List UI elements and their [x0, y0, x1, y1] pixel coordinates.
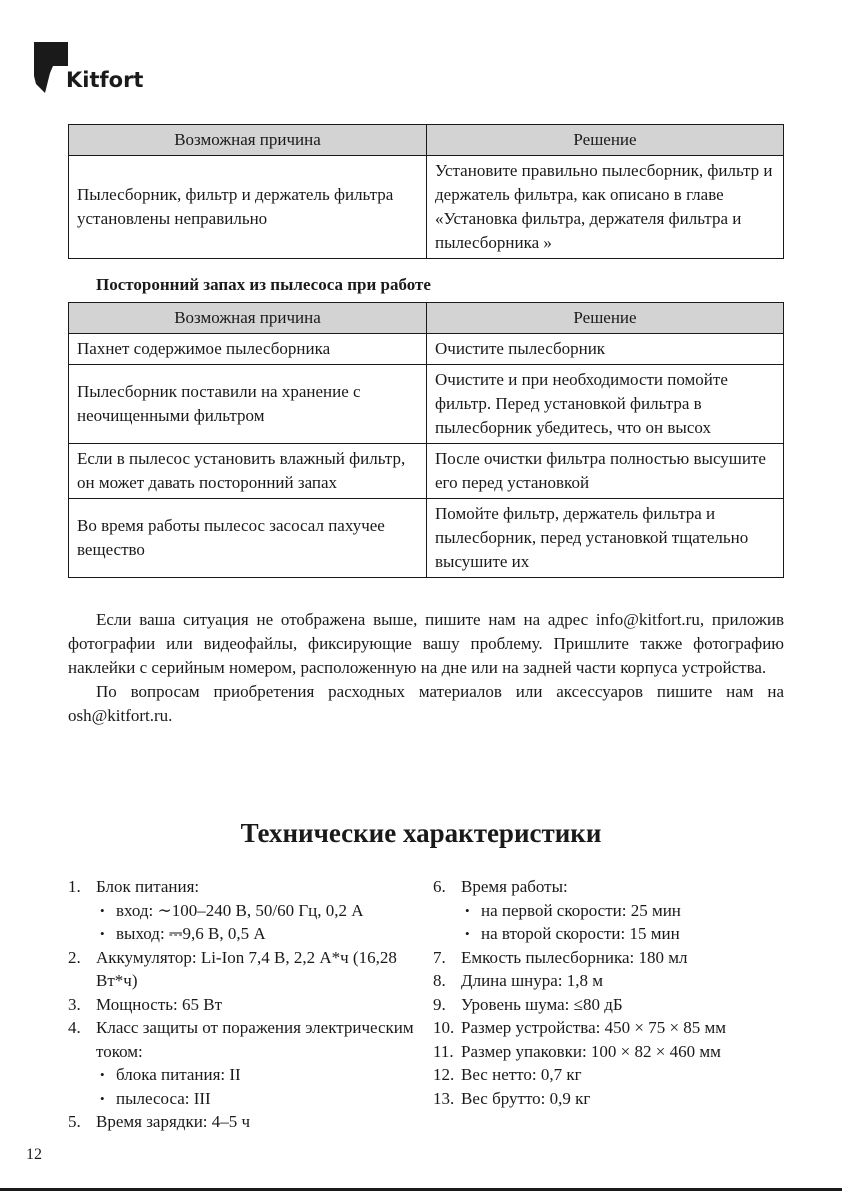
spec-bullet-text: вход: ∼100–240 В, 50/60 Гц, 0,2 А	[116, 900, 364, 920]
cause-cell: Во время работы пылесос засосал пахучее вещество	[69, 499, 427, 578]
cause-cell: Пахнет содержимое пылесборника	[69, 334, 427, 365]
solution-cell: После очистки фильтра полностью высушите его перед установкой	[427, 444, 784, 499]
spec-text: Размер устройства: 450 × 75 × 85 мм	[461, 1018, 727, 1037]
specs-list-left	[68, 875, 428, 1134]
spec-item	[68, 946, 428, 993]
spec-text: Аккумулятор: Li-Ion 7,4 В, 2,2 А*ч (16,28 Вт*ч)	[96, 947, 397, 990]
page-number: 12	[26, 1146, 42, 1163]
spec-text: Вес нетто: 0,7 кг	[461, 1065, 582, 1084]
spec-item	[433, 1087, 793, 1111]
troubleshooting-table-1	[68, 124, 784, 259]
spec-number: 5.	[68, 1112, 81, 1131]
spec-bullet-text: на второй скорости: 15 мин	[481, 924, 680, 943]
spec-bullet	[433, 899, 793, 923]
specs-title: Технические характеристики	[240, 818, 602, 848]
spec-text: Время работы:	[461, 877, 568, 896]
spec-item	[433, 875, 793, 899]
spec-item	[433, 993, 793, 1017]
column-header-cause: Возможная причина	[69, 303, 427, 334]
spec-bullet	[68, 1063, 428, 1087]
cause-cell: Пылесборник, фильтр и держатель фильтра установлены неправильно	[69, 156, 427, 259]
spec-text: Время зарядки: 4–5 ч	[96, 1112, 251, 1131]
spec-item	[433, 969, 793, 993]
spec-item	[68, 1110, 428, 1134]
spec-number: 4.	[68, 1018, 81, 1037]
spec-bullet-text: выход: ⎓9,6 В, 0,5 А	[116, 924, 266, 943]
spec-number: 2.	[68, 947, 81, 967]
spec-number: 12.	[433, 1065, 455, 1084]
spec-bullet	[433, 922, 793, 946]
solution-cell: Помойте фильтр, держатель фильтра и пылесборник, перед установкой тщательно высушите их	[427, 499, 784, 578]
spec-number: 7.	[433, 947, 446, 967]
bullet-icon: •	[100, 1090, 105, 1106]
brand-name: Kitfort	[66, 68, 144, 92]
bullet-icon: •	[100, 902, 105, 918]
spec-number: 8.	[433, 971, 446, 990]
spec-text: Уровень шума: ≤80 дБ	[461, 994, 623, 1014]
solution-cell: Очистите пылесборник	[427, 334, 784, 365]
spec-number: 3.	[68, 994, 81, 1014]
spec-bullet	[68, 899, 428, 923]
spec-number: 6.	[433, 877, 446, 896]
spec-bullet-text: на первой скорости: 25 мин	[481, 900, 681, 920]
kitfort-logo	[34, 42, 154, 94]
table-row	[69, 156, 784, 259]
specs-list-right	[433, 875, 793, 1110]
column-header-cause: Возможная причина	[69, 125, 427, 156]
spec-text: Мощность: 65 Вт	[96, 994, 223, 1014]
table-row	[69, 499, 784, 578]
spec-item	[68, 1016, 428, 1063]
bullet-icon: •	[465, 926, 470, 941]
cause-cell: Пылесборник поставили на хранение с неочищенными фильтром	[69, 365, 427, 444]
spec-number: 11.	[433, 1041, 454, 1061]
spec-text: Длина шнура: 1,8 м	[461, 971, 604, 990]
spec-item	[433, 1040, 793, 1064]
table-header-row	[69, 303, 784, 334]
contact-paragraph-accessories: По вопросам приобретения расходных материалов или аксессуаров пишите нам на osh@kitfort.ru.	[68, 682, 784, 725]
spec-text: Емкость пылесборника: 180 мл	[461, 947, 688, 967]
troubleshooting-table-2	[68, 302, 784, 578]
solution-cell: Установите правильно пылесборник, фильтр и держатель фильтра, как описано в главе «Установка фильтра, держателя фильтра и пылесборника »	[427, 156, 784, 259]
bullet-icon: •	[465, 902, 470, 918]
column-header-solution: Решение	[427, 303, 784, 334]
spec-bullet-text: пылесоса: III	[116, 1088, 211, 1108]
spec-number: 1.	[68, 877, 81, 896]
spec-text: Класс защиты от поражения электрическим током:	[96, 1018, 414, 1061]
spec-text: Вес брутто: 0,9 кг	[461, 1088, 591, 1108]
spec-item	[68, 993, 428, 1017]
bullet-icon: •	[100, 1067, 105, 1082]
kitfort-logo-icon	[34, 42, 68, 94]
table-row	[69, 444, 784, 499]
spec-number: 9.	[433, 994, 446, 1014]
solution-cell: Очистите и при необходимости помойте фильтр. Перед установкой фильтра в пылесборник убедитесь, что он высох	[427, 365, 784, 444]
table-row	[69, 365, 784, 444]
column-header-solution: Решение	[427, 125, 784, 156]
spec-bullet	[68, 922, 428, 946]
table-header-row	[69, 125, 784, 156]
spec-bullet	[68, 1087, 428, 1111]
spec-item	[433, 946, 793, 970]
spec-text: Размер упаковки: 100 × 82 × 460 мм	[461, 1041, 721, 1061]
bullet-icon: •	[100, 926, 105, 941]
spec-number: 10.	[433, 1018, 455, 1037]
contact-paragraph-support: Если ваша ситуация не отображена выше, пишите нам на адрес info@kitfort.ru, приложив фотографии или видеофайлы, фиксирующие вашу проблему. Пришлите также фотографию наклейки с серийным номером, расположенную на дне или на задней части корпуса устройства.	[68, 610, 784, 677]
spec-item	[433, 1063, 793, 1087]
table-row	[69, 334, 784, 365]
spec-text: Блок питания:	[96, 877, 200, 896]
spec-item	[433, 1016, 793, 1040]
cause-cell: Если в пылесос установить влажный фильтр, он может давать посторонний запах	[69, 444, 427, 499]
spec-item	[68, 875, 428, 899]
spec-bullet-text: блока питания: II	[116, 1065, 241, 1084]
section-heading-odor: Посторонний запах из пылесоса при работе	[96, 275, 431, 294]
spec-number: 13.	[433, 1088, 455, 1108]
contact-info	[68, 608, 784, 728]
